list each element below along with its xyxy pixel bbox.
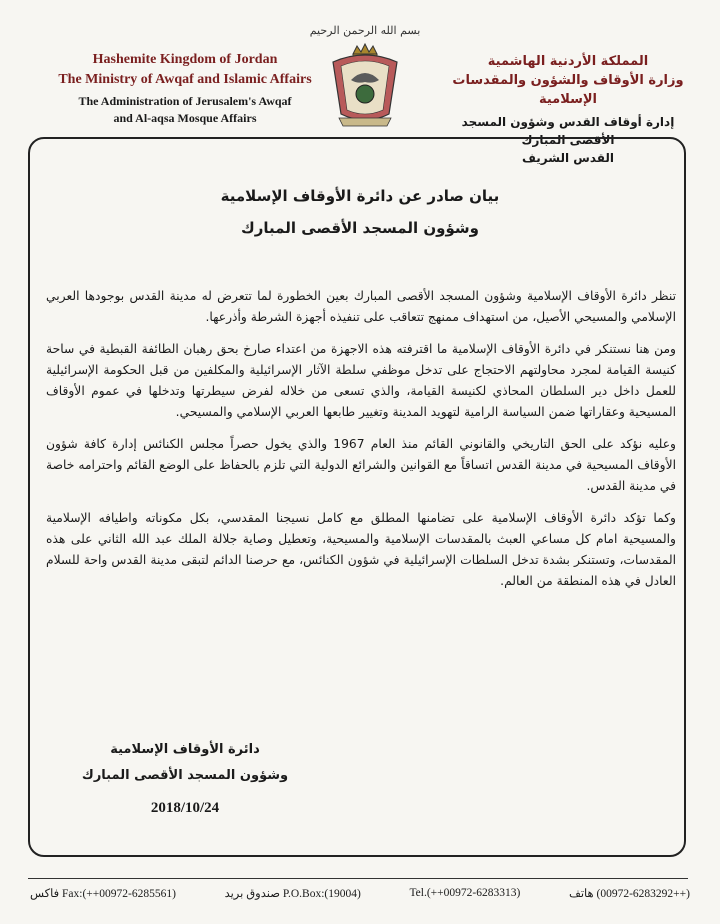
administration-name-ar: إدارة أوقاف القدس وشؤون المسجد الأقصى المبارك: [461, 115, 675, 147]
statement-paragraph: وعليه نؤكد على الحق التاريخي والقانوني القائم منذ العام 1967 والذي يخول حصراً مجلس الكنائس إدارة كافة شؤون الأوقاف المسيحية في مدينة القدس اتساقاً مع القوانين والشرائع الدولية التي تلزم بالحفاظ على الوضع القائم واحترامه خاصة في مدينة القدس.: [46, 437, 676, 493]
administration-name-en-2: and Al-aqsa Mosque Affairs: [113, 111, 257, 125]
statement-date: 2018/10/24: [150, 800, 220, 816]
ministry-name-ar: وزارة الأوقاف والشؤون والمقدسات الإسلامية: [452, 73, 684, 107]
statement-title: [150, 180, 570, 244]
basmala: بسم الله الرحمن الرحيم: [309, 24, 421, 37]
statement-title-line-2: وشؤون المسجد الأقصى المبارك: [241, 219, 479, 237]
statement-paragraph: وكما تؤكد دائرة الأوقاف الإسلامية على تضامنها المطلق مع كامل نسيجنا المقدسي، بكل مكوناته واطيافه الإسلامية والمسيحية امام كل مساعي العبث بالمقدسات الإسلامية والمسيحية، وتعطيل وصاية جلالة الملك عبد الله الثاني على هذه المقدسات، وتستنكر بشدة تدخل السلطات الإسرائيلية في شؤون الكنائس، مع حرصنا الدائم لتبقى مدينة القدس واحة للسلام العادل في هذه المنطقة من العالم.: [46, 511, 676, 588]
tel-number: Tel.(++00972-6283313): [409, 887, 521, 899]
fax-number: Fax:(++00972-6285561) فاكس: [30, 888, 176, 900]
jordan-coat-of-arms-icon: [325, 40, 405, 130]
ministry-name-en: The Ministry of Awqaf and Islamic Affairs: [58, 72, 312, 87]
statement-title-line-1: بيان صادر عن دائرة الأوقاف الإسلامية: [220, 187, 500, 205]
statement-paragraph: تنظر دائرة الأوقاف الإسلامية وشؤون المسجد الأقصى المبارك بعين الخطورة لما تتعرض له مدينة القدس بوجودها العربي الإسلامي والمسيحي الأصيل، من استهداف ممنهج تتعاقب على تنفيذه أجهزة الشرطة وأذرعها.: [46, 289, 676, 324]
phone-number: (++00972-6283292) هاتف: [568, 888, 690, 900]
kingdom-name-ar: المملكة الأردنية الهاشمية: [487, 54, 649, 69]
po-box: P.O.Box:(19004) صندوق بريد: [224, 888, 361, 900]
city-name-ar: القدس الشريف: [521, 151, 614, 165]
administration-name-en: The Administration of Jerusalem's Awqaf: [78, 94, 292, 108]
letterhead-english: [40, 50, 330, 127]
contact-footer: [30, 886, 690, 900]
kingdom-name-en: Hashemite Kingdom of Jordan: [92, 52, 278, 67]
footer-divider: [28, 878, 688, 879]
signature-block: [70, 737, 300, 821]
signature-line-1: دائرة الأوقاف الإسلامية: [110, 742, 260, 757]
signature-line-2: وشؤون المسجد الأقصى المبارك: [81, 768, 289, 783]
statement-paragraph: ومن هنا نستنكر في دائرة الأوقاف الإسلامية ما اقترفته هذه الاجهزة من اعتداء صارخ بحق رهبان الطائفة القبطية في ساحة كنيسة القيامة لمجرد محاولتهم الاحتجاج على تدخل موظفي سلطة الآثار الإسرائيلية والمكلفين من قبل الحكومة الإسرائيلية للعمل داخل دير السلطان المحاذي لكنيسة القيامة، والذي تسعى من خلاله لفرض سيطرتها وتدخلها في عموم الأوقاف المسيحية وعقاراتها ضمن السياسة الرامية لتهويد المدينة وتغيير طابعها العربي الإسلامي والمسيحي.: [46, 342, 676, 419]
statement-body: [46, 286, 676, 603]
